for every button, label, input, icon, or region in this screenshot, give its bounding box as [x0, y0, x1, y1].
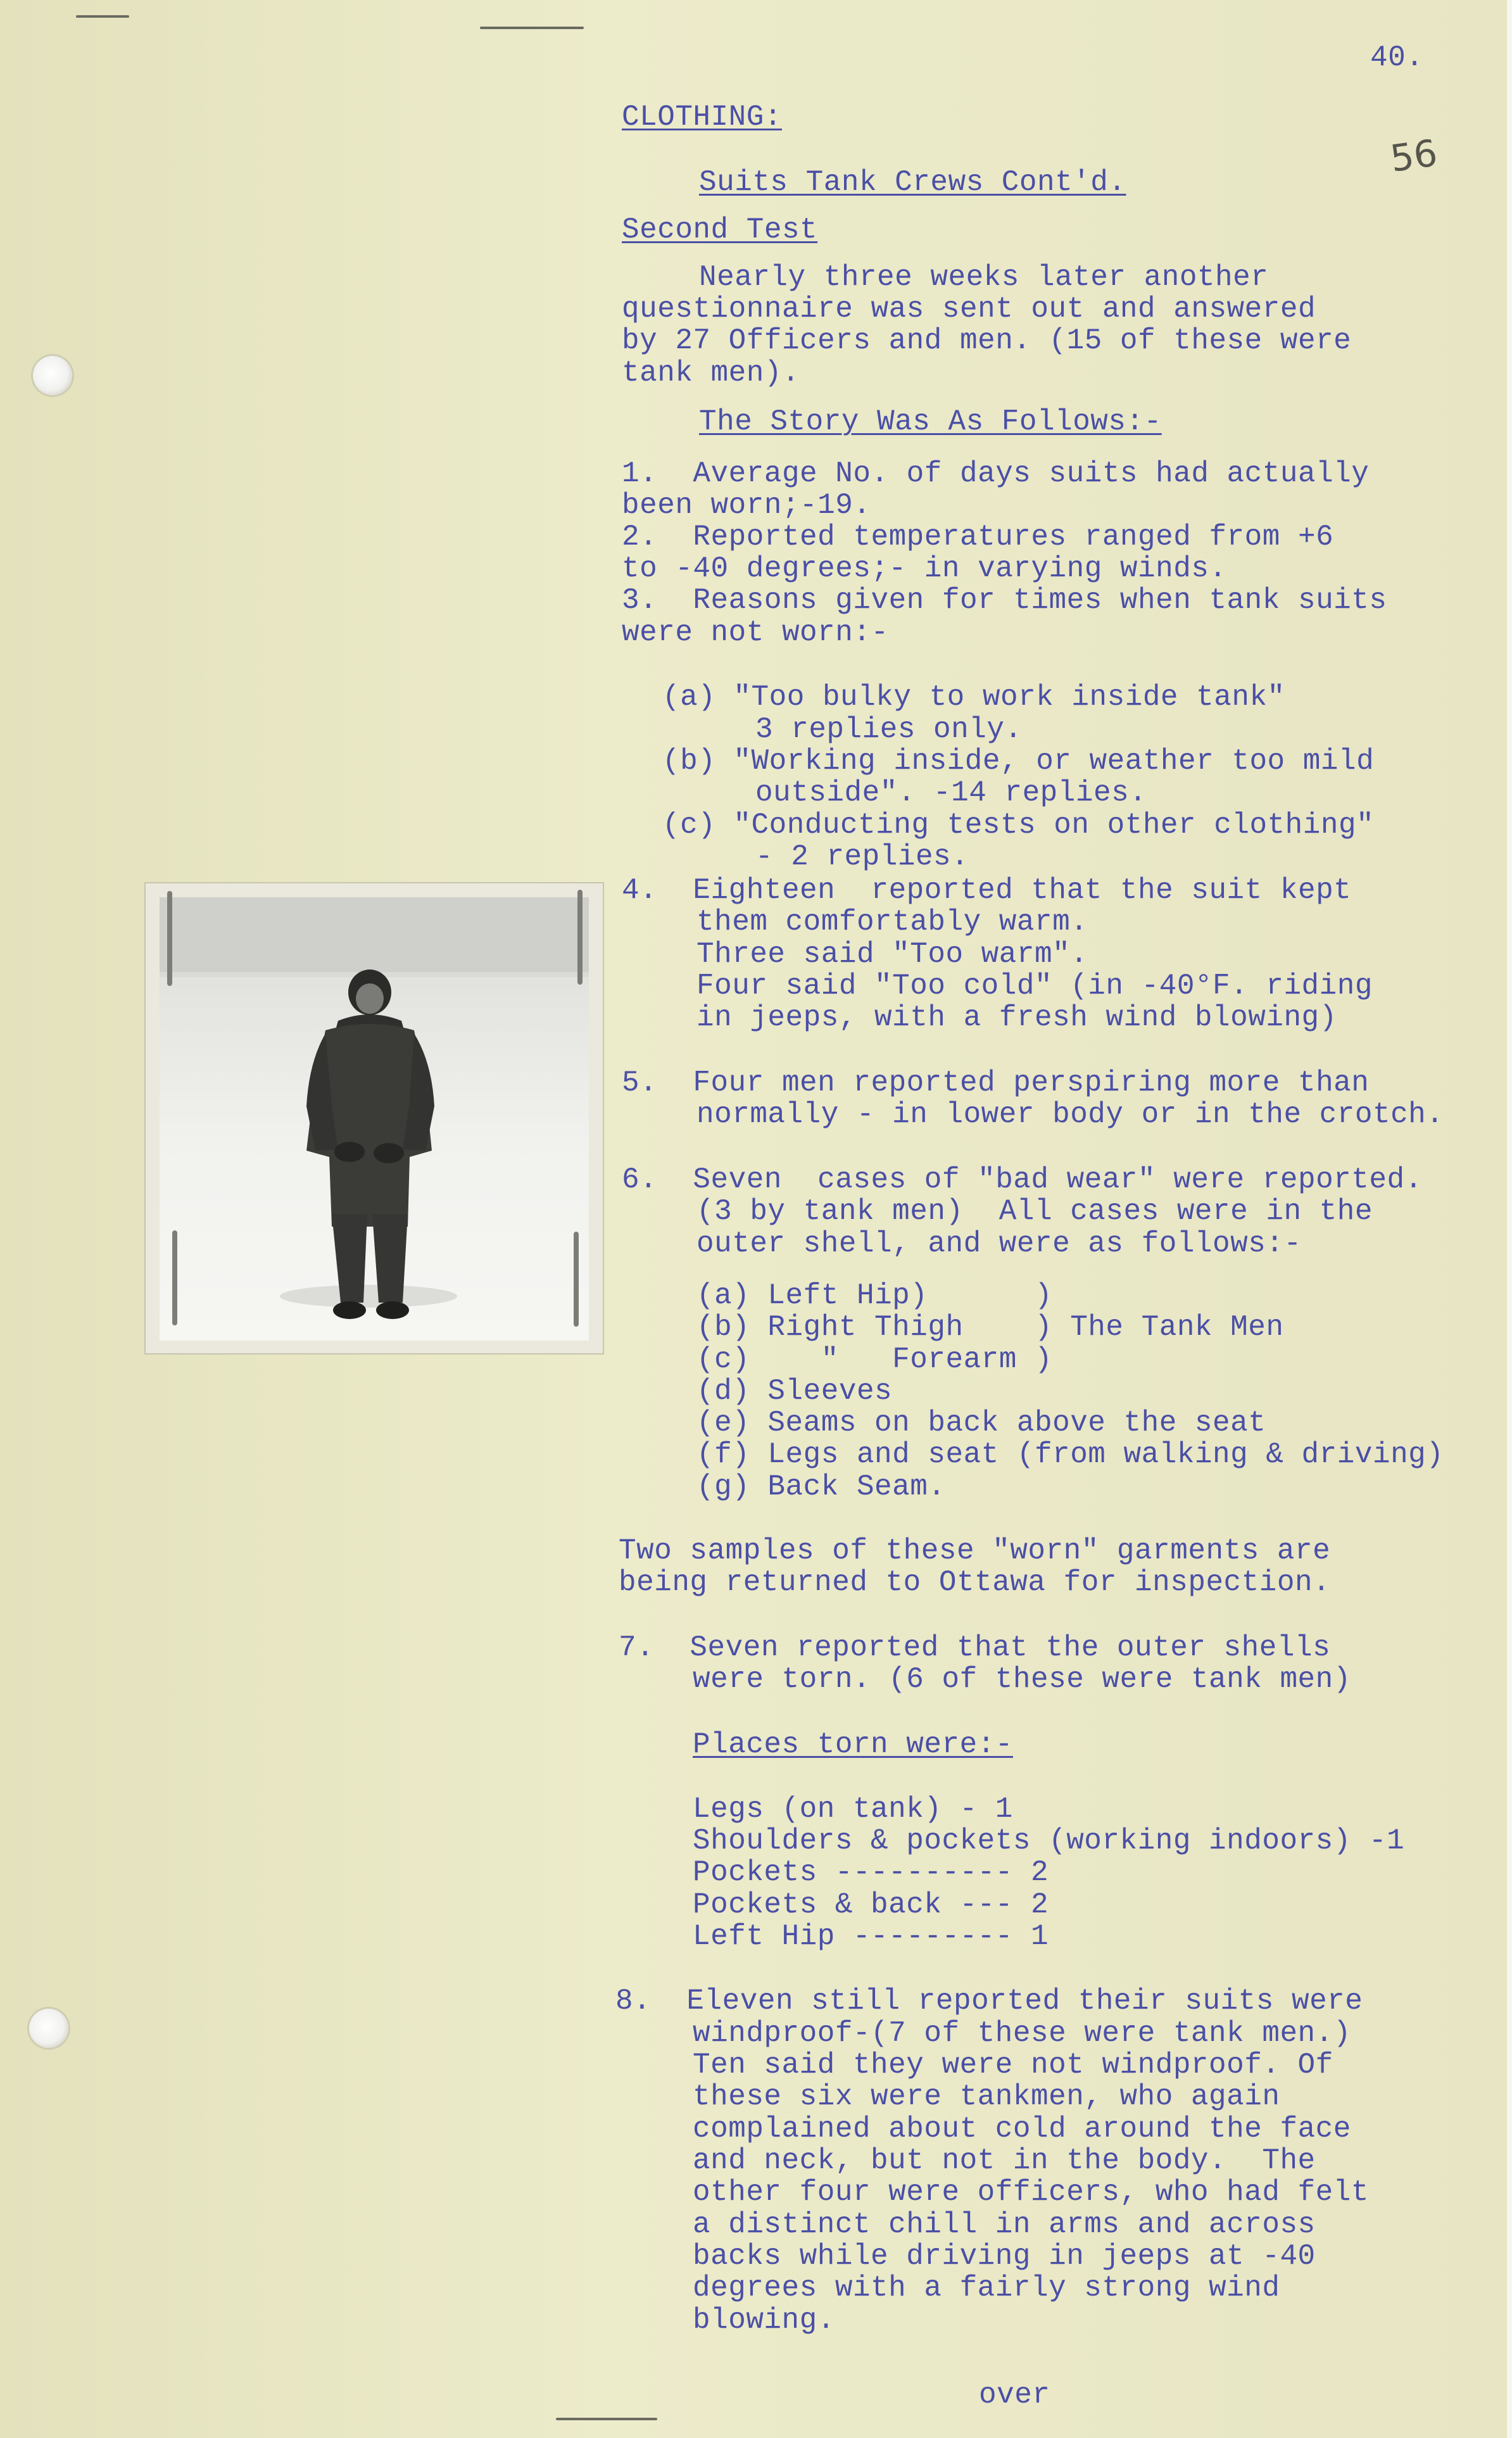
text-line: Shoulders & pockets (working indoors) -1 [693, 1824, 1405, 1857]
text-line: Pockets ---------- 2 [693, 1856, 1049, 1889]
text-line: normally - in lower body or in the crotch. [696, 1098, 1444, 1131]
text-line: Nearly three weeks later another [699, 261, 1269, 294]
text-line: Left Hip --------- 1 [693, 1920, 1049, 1953]
text-line: (a) "Too bulky to work inside tank" [662, 681, 1285, 714]
text-line: outside". -14 replies. [755, 776, 1147, 809]
text-line: 7. Seven reported that the outer shells [619, 1631, 1331, 1664]
text-line: 6. Seven cases of "bad wear" were reported. [622, 1163, 1423, 1196]
text-line: Second Test [622, 213, 818, 246]
text-line: by 27 Officers and men. (15 of these were [622, 324, 1352, 357]
text-line: (c) "Conducting tests on other clothing" [662, 809, 1375, 842]
text-line: degrees with a fairly strong wind [693, 2271, 1280, 2304]
text-line: (e) Seams on back above the seat [696, 1406, 1266, 1439]
text-line: windproof-(7 of these were tank men.) [693, 2017, 1351, 2050]
text-line: 2. Reported temperatures ranged from +6 [622, 521, 1334, 553]
text-line: (c) " Forearm ) [696, 1343, 1053, 1376]
photo-image [160, 897, 589, 1341]
text-line: Legs (on tank) - 1 [693, 1793, 1013, 1826]
text-line: - 2 replies. [755, 840, 969, 873]
text-line: Pockets & back --- 2 [693, 1888, 1049, 1921]
punch-hole-top [33, 356, 72, 395]
text-line: outer shell, and were as follows:- [696, 1227, 1302, 1260]
staple-mark [76, 15, 129, 18]
text-line: (g) Back Seam. [696, 1470, 946, 1503]
text-line: other four were officers, who had felt [693, 2176, 1369, 2209]
text-line: 8. Eleven still reported their suits were [615, 1985, 1363, 2018]
text-line: 5. Four men reported perspiring more than [622, 1066, 1370, 1099]
photograph [146, 883, 603, 1353]
text-line: Ten said they were not windproof. Of [693, 2049, 1333, 2081]
text-line: tank men). [622, 357, 800, 389]
text-line: them comfortably warm. [696, 906, 1088, 938]
text-line: were not worn:- [622, 616, 889, 649]
text-line: complained about cold around the face [693, 2113, 1351, 2145]
text-line: blowing. [693, 2304, 835, 2337]
text-line: being returned to Ottawa for inspection. [619, 1566, 1331, 1599]
text-line: Suits Tank Crews Cont'd. [699, 166, 1126, 199]
text-line: 3. Reasons given for times when tank suits [622, 584, 1387, 617]
photo-clip [172, 1230, 177, 1325]
text-line: to -40 degrees;- in varying winds. [622, 552, 1227, 585]
text-line: 3 replies only. [755, 713, 1023, 746]
text-line: backs while driving in jeeps at -40 [693, 2240, 1316, 2273]
footer-over: over [979, 2378, 1050, 2411]
text-line: were torn. (6 of these were tank men) [693, 1663, 1351, 1696]
text-line: (b) "Working inside, or weather too mild [662, 745, 1375, 778]
text-line: Places torn were:- [693, 1728, 1013, 1761]
page-number: 40. [1370, 41, 1424, 74]
text-line: Two samples of these "worn" garments are [619, 1534, 1331, 1567]
text-line: (f) Legs and seat (from walking & driving) [696, 1438, 1444, 1471]
text-line: (a) Left Hip) ) [696, 1279, 1053, 1312]
text-line: questionnaire was sent out and answered [622, 293, 1316, 325]
photo-clip [574, 1232, 579, 1327]
photo-clip [167, 891, 172, 986]
text-line: 1. Average No. of days suits had actually [622, 457, 1370, 490]
staple-mark [480, 27, 584, 29]
pencil-annotation: 56 [1387, 131, 1440, 180]
text-line: and neck, but not in the body. The [693, 2144, 1316, 2177]
text-line: CLOTHING: [622, 101, 782, 134]
punch-hole-bottom [29, 2009, 68, 2048]
text-line: a distinct chill in arms and across [693, 2208, 1316, 2241]
text-line: these six were tankmen, who again [693, 2080, 1280, 2113]
text-line: Four said "Too cold" (in -40°F. riding [696, 970, 1373, 1002]
photo-clip [577, 890, 583, 985]
text-line: in jeeps, with a fresh wind blowing) [696, 1001, 1337, 1034]
text-line: (d) Sleeves [696, 1375, 893, 1408]
text-line: (3 by tank men) All cases were in the [696, 1195, 1373, 1228]
text-line: been worn;-19. [622, 489, 871, 522]
text-line: Three said "Too warm". [696, 938, 1088, 971]
text-line: The Story Was As Follows:- [699, 405, 1162, 438]
page-edge [1507, 0, 1512, 2438]
staple-mark [556, 2418, 657, 2420]
text-line: 4. Eighteen reported that the suit kept [622, 874, 1352, 907]
text-line: (b) Right Thigh ) The Tank Men [696, 1311, 1284, 1344]
soldier-figure-image [160, 897, 589, 1341]
